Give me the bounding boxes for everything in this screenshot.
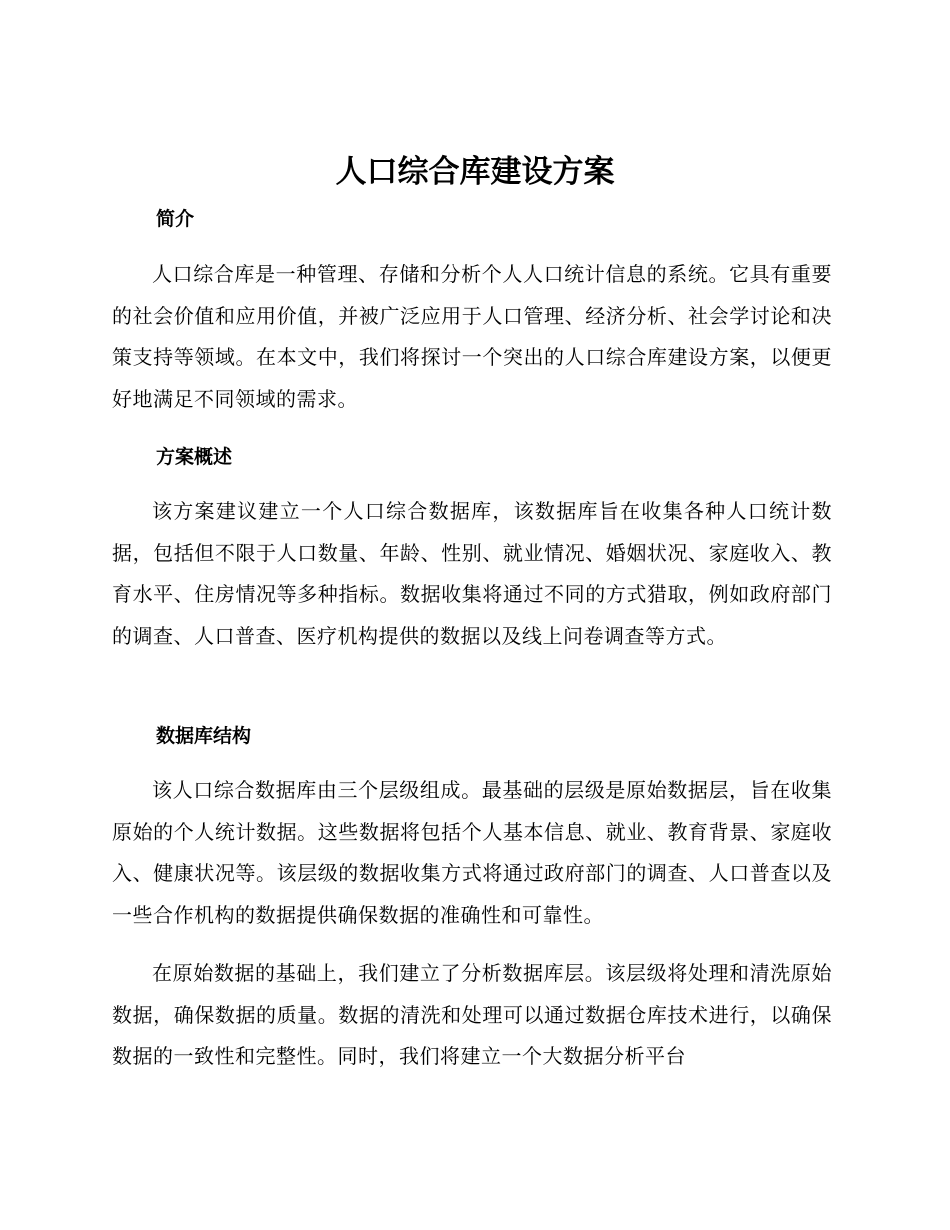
section-heading-structure: 数据库结构 xyxy=(156,725,252,747)
paragraph-intro: 人口综合库是一种管理、存储和分析个人人口统计信息的系统。它具有重要的社会价值和应用价值，并被广泛应用于人口管理、经济分析、社会学讨论和决策支持等领域。在本文中，我们将探讨一个突出的人口综合库建设方案，以便更好地满足不同领域的需求。 xyxy=(112,262,832,411)
paragraph-overview: 该方案建议建立一个人口综合数据库，该数据库旨在收集各种人口统计数据，包括但不限于人口数量、年龄、性别、就业情况、婚姻状况、家庭收入、教育水平、住房情况等多种指标。数据收集将通过不同的方式猎取，例如政府部门的调查、人口普查、医疗机构提供的数据以及线上问卷调查等方式。 xyxy=(112,499,832,648)
document-title: 人口综合库建设方案 xyxy=(335,154,615,190)
paragraph-structure-1: 该人口综合数据库由三个层级组成。最基础的层级是原始数据层，旨在收集原始的个人统计数据。这些数据将包括个人基本信息、就业、教育背景、家庭收入、健康状况等。该层级的数据收集方式将通过政府部门的调查、人口普查以及一些合作机构的数据提供确保数据的准确性和可靠性。 xyxy=(112,778,832,927)
paragraph-structure-2: 在原始数据的基础上，我们建立了分析数据库层。该层级将处理和清洗原始数据，确保数据的质量。数据的清洗和处理可以通过数据仓库技术进行，以确保数据的一致性和完整性。同时，我们将建立一个大数据分析平台 xyxy=(112,961,832,1069)
section-heading-overview: 方案概述 xyxy=(156,446,233,468)
section-heading-intro: 简介 xyxy=(156,208,195,230)
